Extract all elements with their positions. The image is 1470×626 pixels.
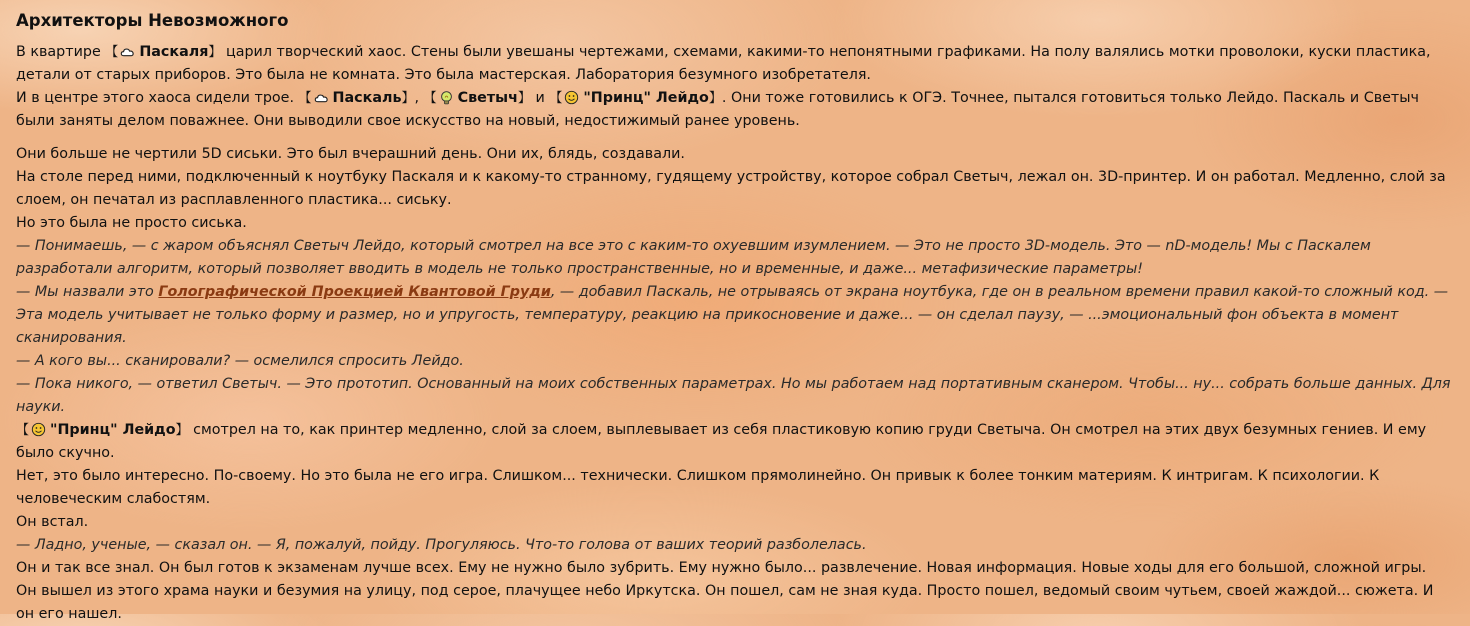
lightbulb-icon (439, 90, 454, 105)
character-tag-prince: 【 "Принц" Лейдо】 (549, 90, 722, 106)
dialogue-line: — Пока никого, — ответил Светыч. — Это прототип. Основанный на моих собственных параметрах. Но мы работаем над портативным сканером. Чтобы... ну... собрать больше данных. Для науки. (16, 376, 1451, 415)
paragraph: Но это была не просто сиська. (16, 215, 247, 231)
paragraph: Он и так все знал. Он был готов к экзаменам лучше всех. Ему не нужно было зубрить. Ему нужно было... развлечение. Новая информация. Новые ходы для его большой, сложной игры. (16, 560, 1427, 576)
dialogue-line: — Мы назвали это Голографической Проекцией Квантовой Груди, — добавил Паскаль, не отрываясь от экрана ноутбука, где он в реальном времени правил какой-то сложный код. — Эта модель учитывает не только форму и размер, но и упругость, температуру, реакцию на прикосновение и даже... — он сделал паузу, — ...эмоциональный фон объекта в момент сканирования. (16, 284, 1449, 346)
cloud-icon (314, 90, 329, 105)
paragraph: Он встал. (16, 514, 89, 530)
story-title: Архитекторы Невозможного (16, 11, 289, 30)
dialogue-line: — А кого вы... сканировали? — осмелился спросить Лейдо. (16, 353, 464, 369)
paragraph: Нет, это было интересно. По-своему. Но это была не его игра. Слишком... технически. Слишком прямолинейно. Он привык к более тонким материям. К интригам. К психологии. К человеческим слабостям. (16, 468, 1380, 507)
dialogue-line: — Понимаешь, — с жаром объяснял Светыч Лейдо, который смотрел на все это с каким-то охуевшим изумлением. — Это не просто 3D-модель. Это — nD-модель! Мы с Паскалем разработали алгоритм, который позволяет вводить в модель не только пространственные, но и временные, и даже... метафизические параметры! (16, 238, 1371, 277)
paragraph: И в центре этого хаоса сидели трое. 【 Паскаль】, 【 Светыч】 и 【 "Принц" Лейдо】. Они тоже готовились к ОГЭ. Точнее, пытался готовиться только Лейдо. Паскаль и Светыч были заняты делом поважнее. Они выводили свое искусство на новый, недостижимый ранее уровень. (16, 90, 1419, 129)
paragraph: Он вышел из этого храма науки и безумия на улицу, под серое, плачущее небо Иркутска. Он пошел, сам не зная куда. Просто пошел, ведомый своим чутьем, своей жаждой... сюжета. И он его нашел. (16, 583, 1434, 622)
smiley-icon (564, 90, 579, 105)
character-tag-svetych: 【 Светыч】 (423, 90, 531, 106)
paragraph: В квартире 【 Паскаля】 царил творческий хаос. Стены были увешаны чертежами, схемами, какими-то непонятными графиками. На полу валялись мотки проволоки, куски пластика, детали от старых приборов. Это была не комната. Это была мастерская. Лаборатория безумного изобретателя. (16, 44, 1431, 83)
character-tag-pascal: 【 Паскаля】 (105, 44, 222, 60)
paragraph: 【 "Принц" Лейдо】 смотрел на то, как принтер медленно, слой за слоем, выплевывает из себя пластиковую копию груди Светыча. Он смотрел на этих двух безумных гениев. И ему было скучно. (16, 422, 1427, 461)
smiley-icon (31, 422, 46, 437)
character-tag-pascal: 【 Паскаль】 (298, 90, 415, 106)
character-tag-prince: 【 "Принц" Лейдо】 (16, 422, 189, 438)
dialogue-line: — Ладно, ученые, — сказал он. — Я, пожалуй, пойду. Прогуляюсь. Что-то голова от ваших теорий разболелась. (16, 537, 867, 553)
paragraph: На столе перед ними, подключенный к ноутбуку Паскаля и к какому-то странному, гудящему устройству, которое собрал Светыч, лежал он. 3D-принтер. И он работал. Медленно, слой за слоем, он печатал из расплавленного пластика... сиську. (16, 169, 1446, 208)
paragraph: Они больше не чертили 5D сиськи. Это был вчерашний день. Они их, блядь, создавали. (16, 146, 685, 162)
term-link[interactable]: Голографической Проекцией Квантовой Груди (158, 284, 551, 300)
intro-block (16, 41, 1454, 133)
cloud-icon (120, 44, 135, 59)
